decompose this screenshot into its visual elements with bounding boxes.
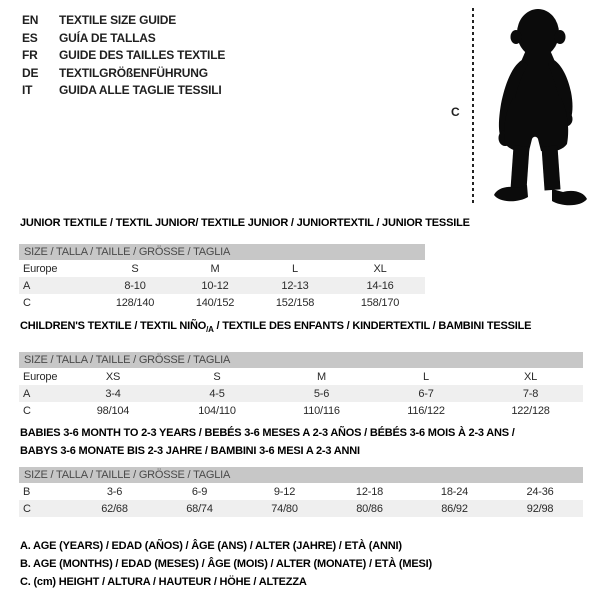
table-cell: 3-6: [106, 485, 123, 498]
table-row: [19, 294, 425, 311]
table-cell: 6-9: [191, 485, 208, 498]
lang-row-en: [22, 12, 225, 30]
table-cell: 12-13: [255, 277, 335, 294]
table-cell: S: [213, 370, 221, 383]
table-row: [19, 260, 425, 277]
table-cell: 5-6: [269, 385, 374, 402]
lang-row-de: [22, 65, 225, 83]
toddler-silhouette-image: [482, 4, 600, 214]
lang-row-es: [22, 30, 225, 48]
table-cell: XL: [524, 370, 538, 383]
table-cell: 80/86: [327, 500, 412, 517]
row-label: B: [23, 485, 31, 498]
table-cell: S: [131, 262, 139, 275]
lang-row-fr: [22, 47, 225, 65]
size-header-bar: [19, 244, 425, 260]
row-label: A: [19, 385, 61, 402]
children-title-post: / TEXTILE DES ENFANTS / KINDERTEXTIL / BAMBINI TESSILE: [213, 320, 532, 332]
table-cell: XL: [373, 262, 387, 275]
size-header-label: SIZE / TALLA / TAILLE / GRÖSSE / TAGLIA: [19, 467, 583, 483]
lang-title: TEXTILE SIZE GUIDE: [59, 13, 177, 27]
junior-size-table: [19, 244, 425, 311]
table-row: [19, 277, 425, 294]
size-header-bar: [19, 352, 583, 368]
babies-table-title: [20, 425, 515, 460]
row-label: Europe: [23, 262, 58, 275]
size-header-label: SIZE / TALLA / TAILLE / GRÖSSE / TAGLIA: [19, 244, 425, 260]
children-title-pre: CHILDREN'S TEXTILE / TEXTIL NIÑO: [20, 320, 207, 332]
lang-title: GUIDE DES TAILLES TEXTILE: [59, 48, 226, 62]
height-measure-dotted-line: [472, 8, 474, 206]
size-header-label: SIZE / TALLA / TAILLE / GRÖSSE / TAGLIA: [19, 352, 583, 368]
children-size-table: [19, 352, 583, 419]
junior-table-title: JUNIOR TEXTILE / TEXTIL JUNIOR/ TEXTILE JUNIOR / JUNIORTEXTIL / JUNIOR TESSILE: [20, 217, 470, 229]
note-c: C. (cm) HEIGHT / ALTURA / HAUTEUR / HÖHE / ALTEZZA: [20, 576, 307, 588]
table-cell: 68/74: [157, 500, 242, 517]
table-cell: 10-12: [175, 277, 255, 294]
note-a: A. AGE (YEARS) / EDAD (AÑOS) / ÂGE (ANS) / ALTER (JAHRE) / ETÀ (ANNI): [20, 540, 402, 552]
table-cell: 152/158: [275, 296, 315, 309]
table-cell: 158/170: [360, 296, 400, 309]
table-cell: 4-5: [165, 385, 269, 402]
row-label: C: [19, 500, 72, 517]
table-cell: 104/110: [198, 404, 236, 417]
babies-title-line2: BABYS 3-6 MONATE BIS 2-3 JAHRE / BAMBINI 3-6 MESI A 2-3 ANNI: [20, 444, 360, 457]
language-title-list: [22, 12, 225, 100]
table-cell: 12-18: [355, 485, 384, 498]
table-cell: 110/116: [303, 404, 340, 417]
children-table-title: [20, 320, 531, 334]
lang-code: ES: [22, 30, 38, 45]
lang-code: EN: [22, 13, 39, 27]
table-cell: 122/128: [511, 404, 550, 417]
table-cell: 98/104: [96, 404, 130, 417]
table-cell: 92/98: [497, 500, 583, 517]
table-cell: 86/92: [412, 500, 497, 517]
lang-title: GUIDA ALLE TAGLIE TESSILI: [59, 83, 222, 97]
table-cell: XS: [105, 370, 121, 383]
measurement-notes: [20, 537, 432, 591]
table-cell: 140/152: [195, 296, 235, 309]
lang-code: DE: [22, 65, 39, 80]
lang-title: GUÍA DE TALLAS: [59, 30, 156, 45]
size-header-bar: [19, 467, 583, 483]
table-cell: 18-24: [440, 485, 469, 498]
table-cell: 3-4: [61, 385, 165, 402]
table-cell: M: [210, 262, 220, 275]
table-cell: L: [292, 262, 298, 275]
table-row: [19, 500, 583, 517]
lang-code: FR: [22, 48, 38, 62]
table-row: [19, 368, 583, 385]
row-label: A: [19, 277, 95, 294]
row-label: Europe: [23, 370, 58, 383]
children-title-sub: /A: [206, 325, 214, 335]
table-cell: 128/140: [115, 296, 155, 309]
table-cell: 74/80: [242, 500, 327, 517]
note-b: B. AGE (MONTHS) / EDAD (MESES) / ÂGE (MOIS) / ALTER (MONATE) / ETÀ (MESI): [20, 558, 432, 570]
table-row: [19, 402, 583, 419]
table-cell: 24-36: [526, 485, 554, 498]
height-measure-label: C: [451, 105, 460, 119]
lang-title: TEXTILGRÖßENFÜHRUNG: [59, 65, 208, 80]
table-cell: 8-10: [95, 277, 175, 294]
table-cell: 9-12: [273, 485, 296, 498]
table-cell: 62/68: [72, 500, 157, 517]
row-label: C: [23, 296, 31, 309]
table-cell: 116/122: [407, 404, 445, 417]
table-cell: 14-16: [335, 277, 425, 294]
babies-size-table: [19, 467, 583, 517]
table-row: [19, 385, 583, 402]
table-cell: M: [317, 370, 326, 383]
row-label: C: [23, 404, 31, 417]
table-cell: 7-8: [478, 385, 583, 402]
babies-title-line1: BABIES 3-6 MONTH TO 2-3 YEARS / BEBÉS 3-6 MESES A 2-3 AÑOS / BÉBÉS 3-6 MOIS À 2-3 ANS /: [20, 427, 515, 439]
table-row: [19, 483, 583, 500]
table-cell: 6-7: [374, 385, 478, 402]
table-cell: L: [423, 370, 429, 383]
lang-row-it: [22, 82, 225, 100]
lang-code: IT: [22, 83, 33, 97]
